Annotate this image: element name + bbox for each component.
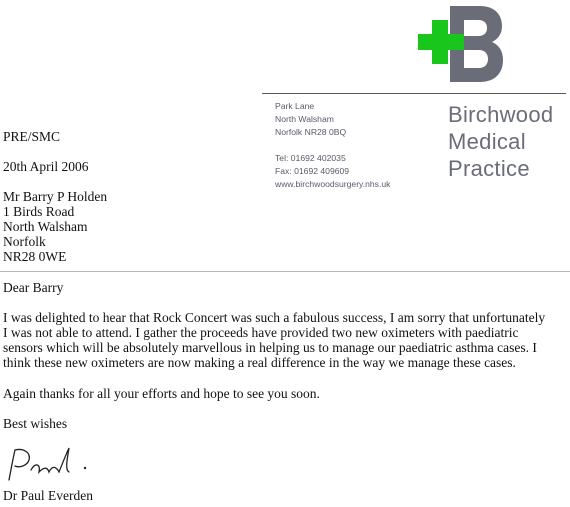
tel-text: Tel: 01692 402035 [275,153,346,163]
recipient-address [3,189,107,264]
letterhead-rule [262,93,566,94]
website-link: www.birchwoodsurgery.nhs.uk [275,179,391,189]
practice-name [448,101,553,182]
body-line: I was not able to attend. I gather the proceeds have provided two new oximeters with paediatric [3,325,519,340]
recipient-line: Mr Barry P Holden [3,189,108,204]
recipient-line: NR28 0WE [3,249,67,264]
body-paragraph: Again thanks for all your efforts and hope to see you soon. [3,386,320,401]
practice-name-line: Medical [448,129,526,154]
practice-address [275,100,346,139]
address-line: North Walsham [275,114,334,124]
fold-line [0,271,570,272]
body-line: sensors which will be absolutely marvellous in helping us to manage our paediatric asthma cases. I [3,340,537,355]
recipient-line: Norfolk [3,234,46,249]
birchwood-logo-icon [418,4,504,84]
fax-text: Fax: 01692 409609 [275,166,350,176]
address-line: Norfolk NR28 0BQ [275,127,347,137]
body-line: think these new oximeters are now making a real difference in the way we manage these cases. [3,355,516,370]
practice-contacts [275,152,390,191]
letter-date: 20th April 2006 [3,159,89,174]
salutation: Dear Barry [3,280,64,295]
recipient-line: North Walsham [3,219,88,234]
body-paragraph [3,310,545,370]
recipient-line: 1 Birds Road [3,204,75,219]
body-line: I was delighted to hear that Rock Concert was such a fabulous success, I am sorry that unfortunately [3,310,546,325]
closing: Best wishes [3,416,68,431]
reference: PRE/SMC [3,129,61,144]
practice-name-line: Practice [448,156,530,181]
practice-name-line: Birchwood [448,102,554,127]
handwritten-signature [3,444,93,484]
signer-name: Dr Paul Everden [3,488,93,503]
address-line: Park Lane [275,101,315,111]
